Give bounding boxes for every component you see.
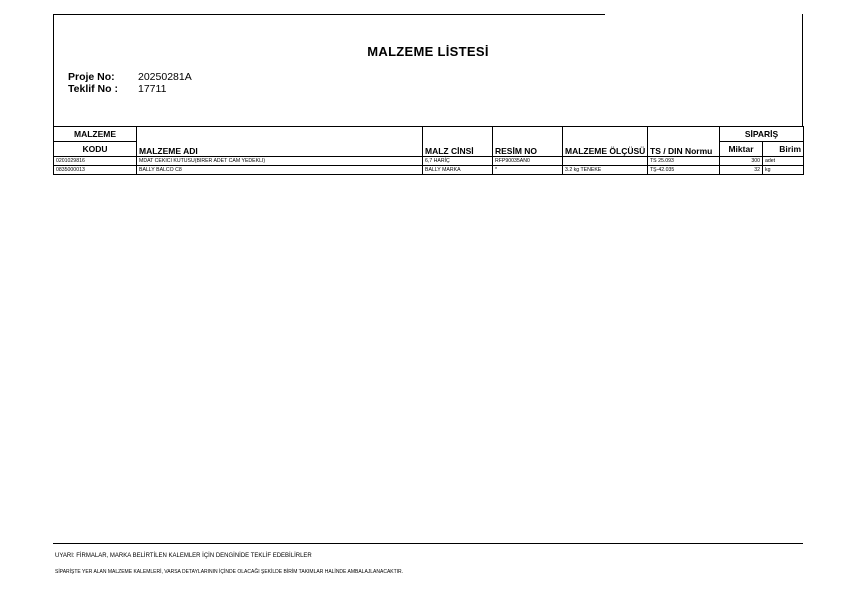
- col-code-bottom: KODU: [54, 142, 137, 157]
- col-unit: Birim: [763, 142, 804, 157]
- cell-standard: TŞ-42.035: [648, 166, 720, 175]
- project-row: [68, 71, 192, 83]
- col-type: MALZ CİNSİ: [423, 127, 493, 157]
- cell-size: 3.2 kg TENEKE: [563, 166, 648, 175]
- offer-label: Teklif No :: [68, 83, 118, 95]
- col-size: MALZEME ÖLÇÜSÜ: [563, 127, 648, 157]
- col-order-group: SİPARİŞ: [720, 127, 804, 142]
- cell-qty: 300: [720, 157, 763, 166]
- cell-unit: adet: [763, 157, 804, 166]
- project-meta: [68, 71, 192, 95]
- col-standard: TS / DIN Normu: [648, 127, 720, 157]
- cell-code: 0201029816: [54, 157, 137, 166]
- col-code-top: MALZEME: [54, 127, 137, 142]
- cell-qty: 32: [720, 166, 763, 175]
- offer-row: [68, 83, 192, 95]
- footer-warning: UYARI: FİRMALAR, MARKA BELİRTİLEN KALEMLER İÇİN DENGİNİDE TEKLİF EDEBİLİRLER: [55, 553, 312, 559]
- offer-value: 17711: [138, 83, 167, 95]
- cell-code: 0835000013: [54, 166, 137, 175]
- table-row: [54, 157, 804, 166]
- col-name: MALZEME ADI: [137, 127, 423, 157]
- material-table: [53, 126, 804, 175]
- project-value: 20250281A: [138, 71, 192, 83]
- cell-standard: TS 25.093: [648, 157, 720, 166]
- col-drawing: RESİM NO: [493, 127, 563, 157]
- document-header: [53, 14, 803, 126]
- cell-drawing: *: [493, 166, 563, 175]
- cell-type: BALLY MARKA: [423, 166, 493, 175]
- table-row: [54, 166, 804, 175]
- cell-name: BALLY BALCO C8: [137, 166, 423, 175]
- header-row-top: [54, 127, 804, 142]
- cell-drawing: RFP90035AN0: [493, 157, 563, 166]
- footer-rule: [53, 543, 803, 544]
- cell-size: [563, 157, 648, 166]
- cell-type: 6,7 HARİÇ: [423, 157, 493, 166]
- project-label: Proje No:: [68, 71, 115, 83]
- footer-note: SİPARİŞTE YER ALAN MALZEME KALEMLERİ, VARSA DETAYLARININ İÇİNDE OLACAĞI ŞEKİLDE BİRİM TAKIMLAR HALİNDE AMBALAJLANACAKTIR.: [55, 569, 404, 575]
- document-title: MALZEME LİSTESİ: [367, 44, 489, 59]
- cell-name: MDAT CEKICI KUTUSU(BIRER ADET CAM YEDEKLI): [137, 157, 423, 166]
- cell-unit: kg: [763, 166, 804, 175]
- col-qty: Miktar: [720, 142, 763, 157]
